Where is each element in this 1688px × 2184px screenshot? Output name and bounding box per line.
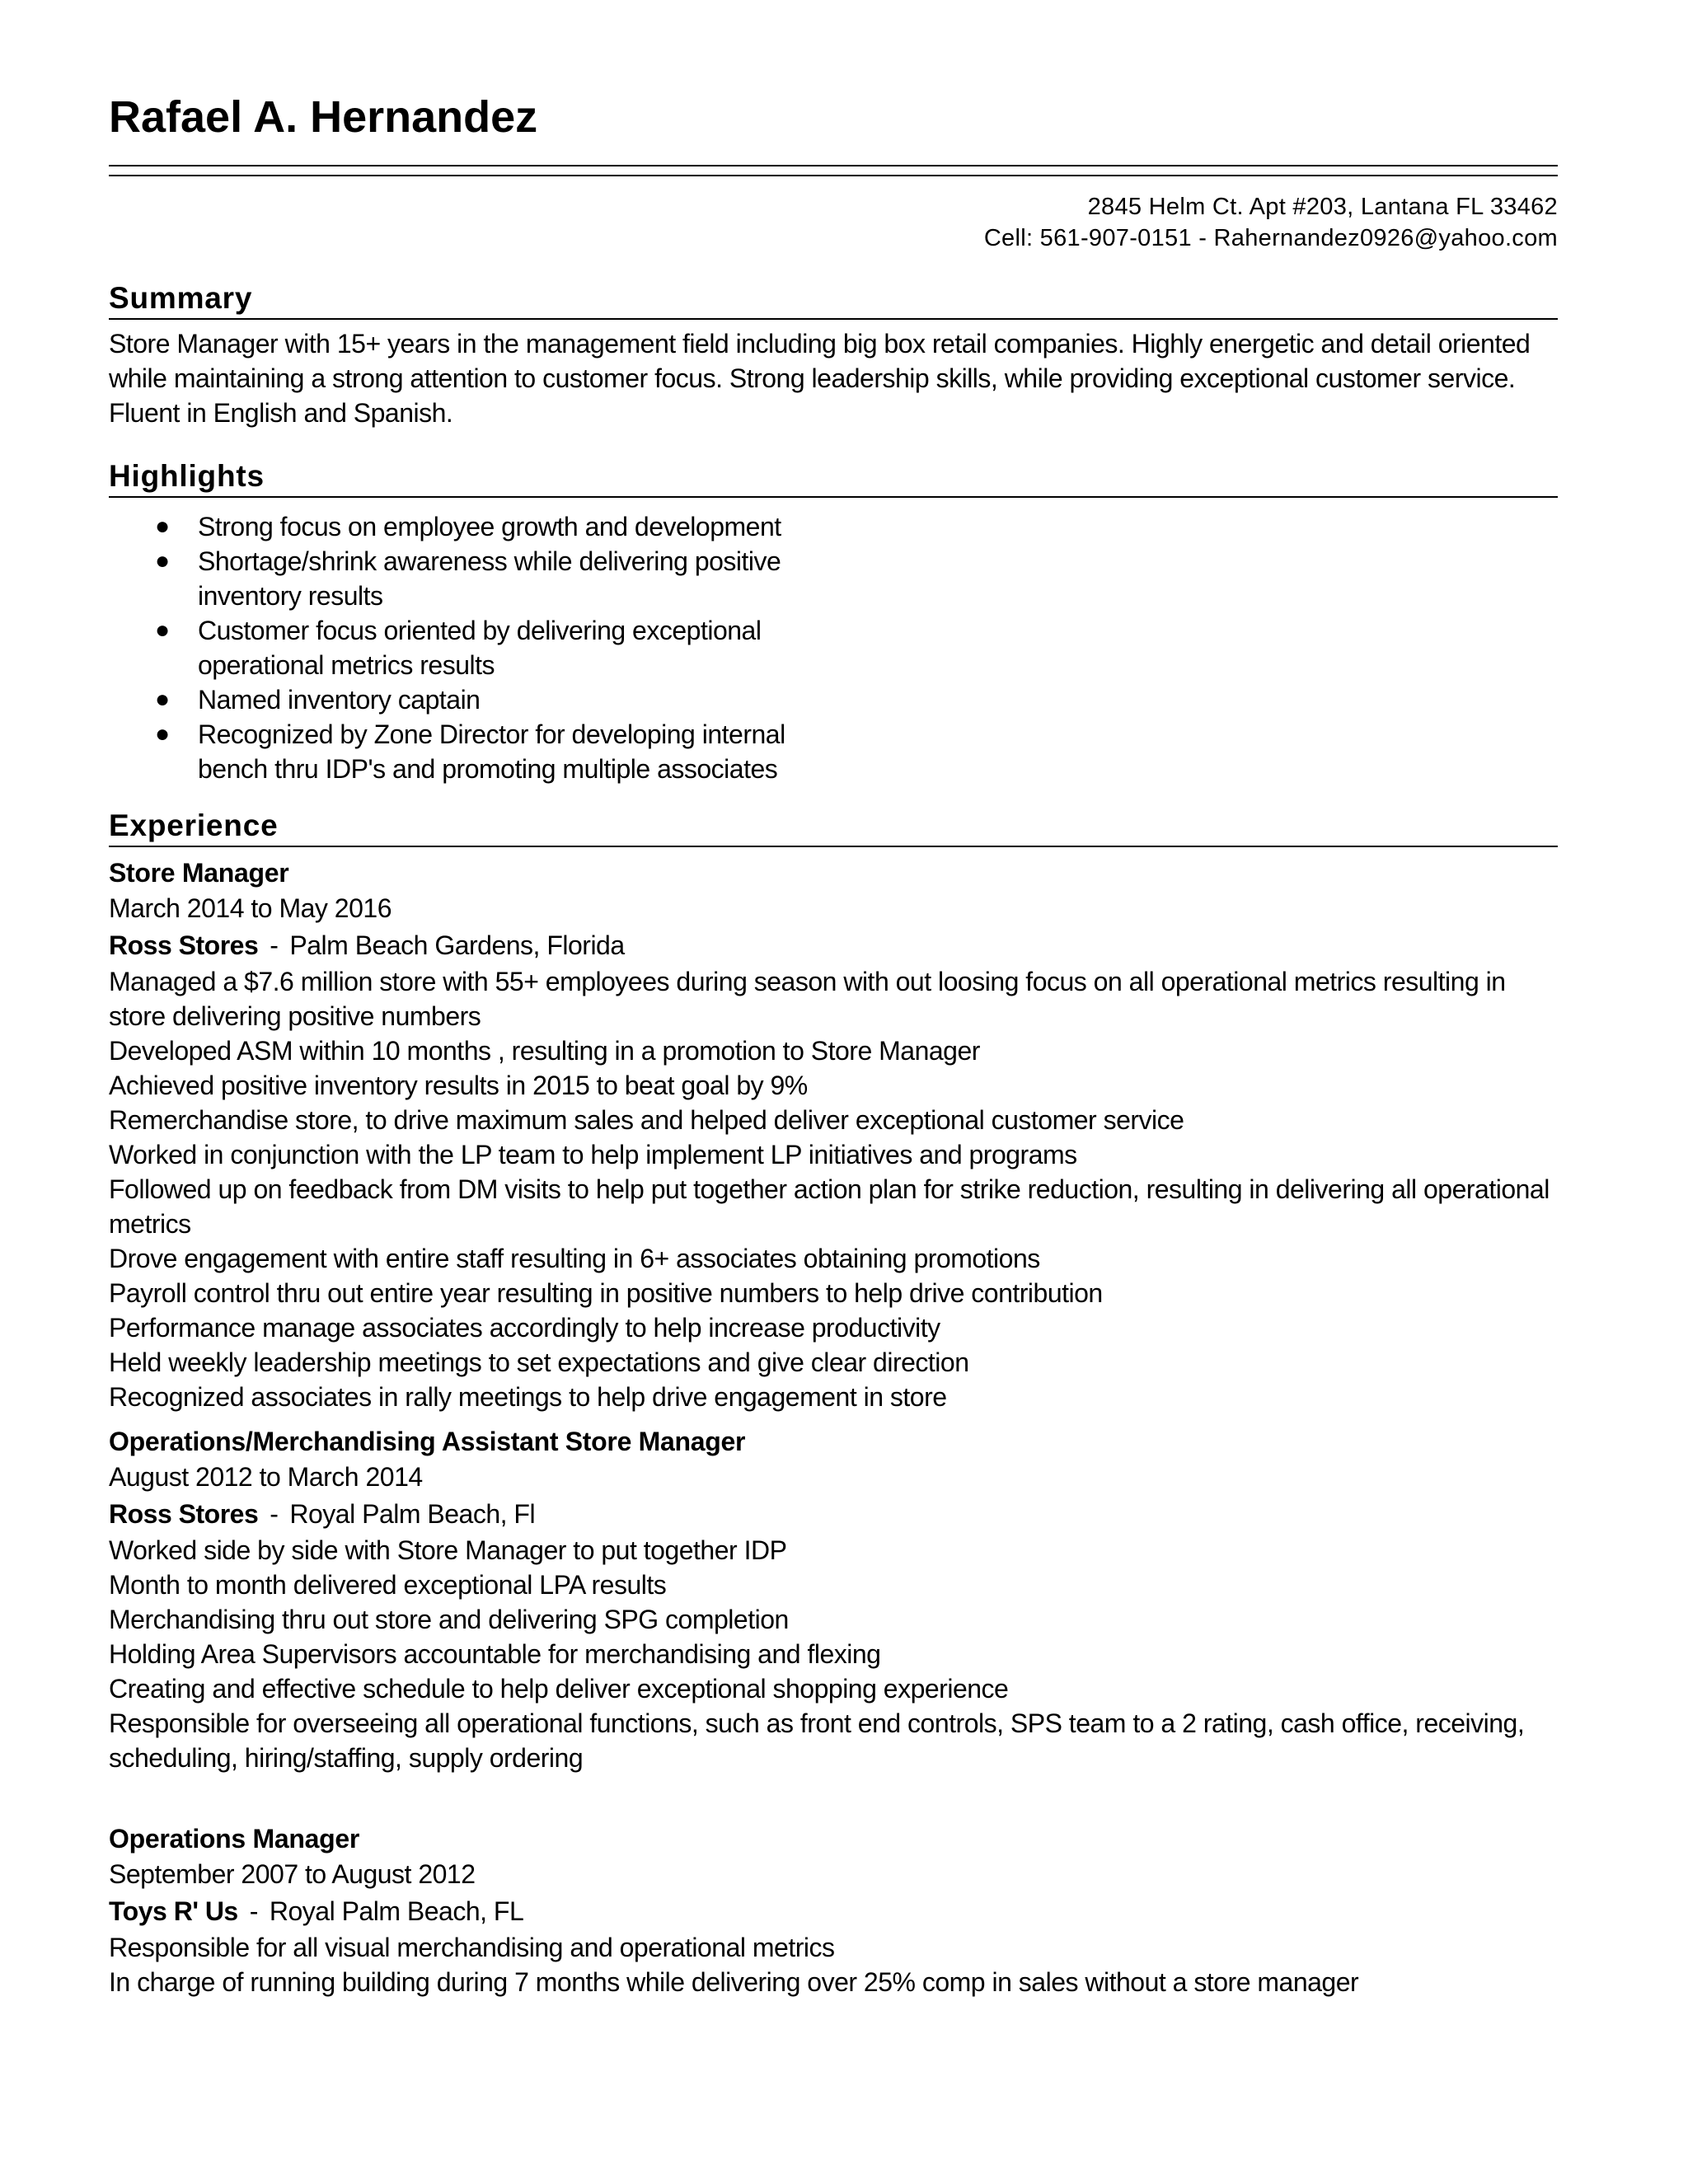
bullet-icon: ● [155,686,170,713]
job-title: Operations Manager [109,1824,360,1854]
experience-heading: Experience [109,808,1558,847]
highlight-text: Shortage/shrink awareness while delivering positive inventory results [198,546,781,611]
contact-line: Cell: 561-907-0151 - Rahernandez0926@yahoo.com [983,225,1558,251]
summary-section [109,280,1558,430]
highlight-item [155,509,841,544]
job-duty: Worked in conjunction with the LP team to help implement LP initiatives and programs [109,1140,1077,1169]
job-entry [109,1821,1558,1999]
company-name: Toys R' Us [109,1896,238,1926]
job-duty: Followed up on feedback from DM visits to help put together action plan for strike reduction, resulting in delivering all operational metrics [109,1174,1550,1239]
job-dates: September 2007 to August 2012 [109,1859,476,1889]
company-separator: - [270,930,279,960]
job-duty: Remerchandise store, to drive maximum sales and helped deliver exceptional customer service [109,1105,1184,1135]
name-divider [109,165,1558,176]
highlight-text: Strong focus on employee growth and development [198,512,781,541]
address-line: 2845 Helm Ct. Apt #203, Lantana FL 33462 [1087,194,1558,220]
job-duty: Responsible for overseeing all operational functions, such as front end controls, SPS team to a 2 rating, cash office, receiving, scheduling, hiring/staffing, supply ordering [109,1708,1525,1773]
highlight-text: Recognized by Zone Director for developing internal bench thru IDP's and promoting multiple associates [198,719,785,784]
contact-block [109,191,1558,254]
highlight-item [155,613,841,682]
highlights-list [109,509,841,786]
bullet-icon: ● [155,720,170,748]
job-duty: Performance manage associates accordingly to help increase productivity [109,1313,940,1343]
job-entry [109,855,1558,1414]
job-duty: Creating and effective schedule to help deliver exceptional shopping experience [109,1674,1009,1704]
company-separator: - [270,1499,279,1529]
job-duty: Month to month delivered exceptional LPA results [109,1570,667,1600]
job-location: Palm Beach Gardens, Florida [289,930,625,960]
bullet-icon: ● [155,616,170,644]
bullet-icon: ● [155,547,170,574]
job-entry [109,1424,1558,1775]
highlight-item [155,717,841,786]
summary-heading: Summary [109,280,1558,320]
job-company-line [109,926,1558,964]
company-name: Ross Stores [109,930,259,960]
job-title: Store Manager [109,858,289,888]
highlights-section [109,458,1558,786]
job-dates: March 2014 to May 2016 [109,893,392,923]
job-duty: Payroll control thru out entire year resulting in positive numbers to help drive contribution [109,1278,1103,1308]
job-company-line [109,1495,1558,1533]
highlight-item [155,544,841,613]
highlight-text: Named inventory captain [198,685,481,715]
bullet-icon: ● [155,513,170,540]
candidate-name: Rafael A. Hernandez [109,92,538,142]
resume-page [109,91,1558,1999]
highlights-heading: Highlights [109,458,1558,498]
experience-section [109,808,1558,1999]
job-title: Operations/Merchandising Assistant Store Manager [109,1427,746,1456]
company-separator: - [249,1896,258,1926]
job-duty: Merchandising thru out store and delivering SPG completion [109,1605,789,1634]
job-duty: Recognized associates in rally meetings to help drive engagement in store [109,1382,947,1412]
job-location: Royal Palm Beach, Fl [289,1499,536,1529]
job-duty: In charge of running building during 7 months while delivering over 25% comp in sales without a store manager [109,1967,1359,1997]
job-duty: Developed ASM within 10 months , resulting in a promotion to Store Manager [109,1036,980,1066]
job-company-line [109,1892,1558,1930]
highlight-text: Customer focus oriented by delivering exceptional operational metrics results [198,616,762,680]
job-duty: Responsible for all visual merchandising and operational metrics [109,1933,835,1962]
summary-text: Store Manager with 15+ years in the management field including big box retail companies. Highly energetic and detail oriented while maintaining a strong attention to customer focus. Strong leadership skills, while providing exceptional customer service. Fluent in English and Spanish. [109,329,1531,428]
job-location: Royal Palm Beach, FL [269,1896,524,1926]
job-duty: Holding Area Supervisors accountable for merchandising and flexing [109,1639,881,1669]
job-dates: August 2012 to March 2014 [109,1462,423,1492]
job-duty: Held weekly leadership meetings to set expectations and give clear direction [109,1347,969,1377]
job-duty: Worked side by side with Store Manager to put together IDP [109,1535,787,1565]
job-duty: Achieved positive inventory results in 2015 to beat goal by 9% [109,1071,808,1100]
job-duty: Managed a $7.6 million store with 55+ employees during season with out loosing focus on all operational metrics resulting in store delivering positive numbers [109,967,1506,1031]
company-name: Ross Stores [109,1499,259,1529]
highlight-item [155,682,841,717]
job-duty: Drove engagement with entire staff resulting in 6+ associates obtaining promotions [109,1244,1040,1273]
